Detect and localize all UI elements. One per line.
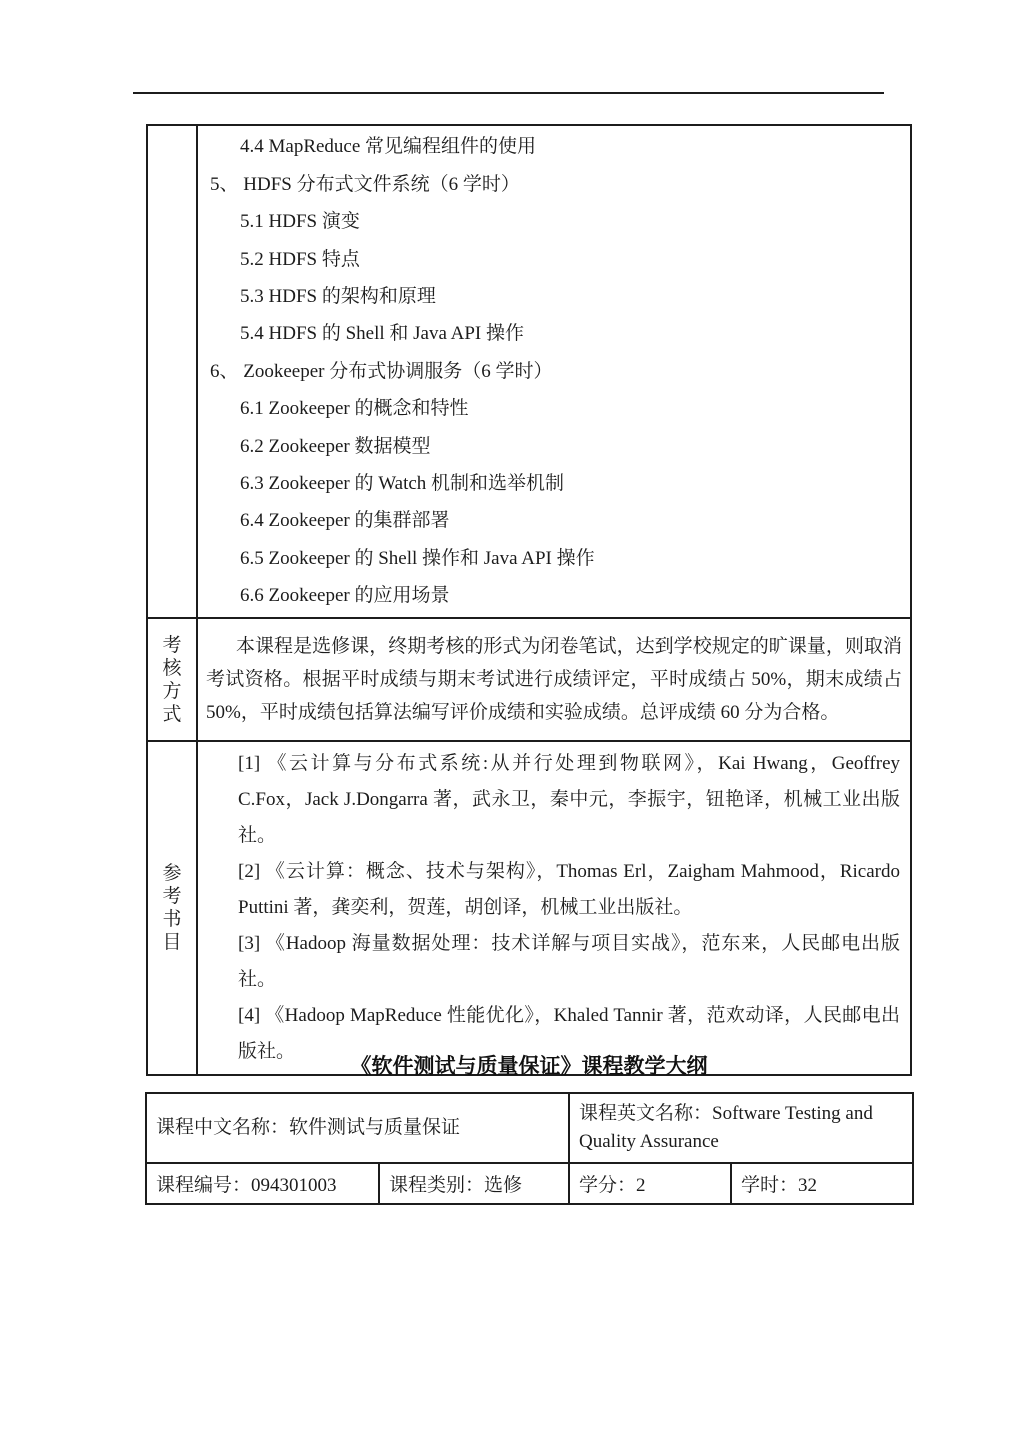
next-course-title: 《软件测试与质量保证》课程教学大纲 (350, 1054, 708, 1078)
outline-line: 5.3 HDFS 的架构和原理 (240, 285, 436, 307)
reference-item: [1] 《云计算与分布式系统:从并行处理到物联网》，Kai Hwang，Geoffrey C.Fox，Jack J.Dongarra 著，武永卫，秦中元，李振宇，钮艳译，机械工业出版社。 (238, 753, 900, 846)
references-row (147, 741, 911, 1075)
outline-line: 5.4 HDFS 的 Shell 和 Java API 操作 (240, 323, 524, 345)
outline-row (147, 125, 911, 618)
outline-line: 5.1 HDFS 演变 (240, 211, 360, 233)
course-code-cell: 课程编号：094301003 (146, 1163, 379, 1204)
outline-line: 6.3 Zookeeper 的 Watch 机制和选举机制 (240, 473, 565, 495)
credits-cell: 学分：2 (569, 1163, 731, 1204)
assessment-label: 考核方式 (162, 634, 182, 725)
references-label-cell (147, 741, 197, 1075)
reference-item: [2] 《云计算：概念、技术与架构》，Thomas Erl，Zaigham Mahmood，Ricardo Puttini 著，龚奕利，贺莲，胡创译，机械工业出版社。 (238, 861, 900, 918)
hours-cell: 学时：32 (731, 1163, 913, 1204)
outline-line: 5.2 HDFS 特点 (240, 248, 360, 270)
outline-line: 5、 HDFS 分布式文件系统（6 学时） (210, 173, 520, 195)
cn-name-cell: 课程中文名称：软件测试与质量保证 (146, 1093, 569, 1163)
assessment-row (147, 618, 911, 741)
course-meta-row (146, 1163, 913, 1204)
outline-line: 6、 Zookeeper 分布式协调服务（6 学时） (210, 360, 553, 382)
course-outline-table (146, 124, 912, 1076)
reference-item: [3] 《Hadoop 海量数据处理：技术详解与项目实战》，范东来，人民邮电出版社。 (238, 933, 900, 990)
references-list (238, 746, 900, 1070)
course-type-cell: 课程类别：选修 (379, 1163, 569, 1204)
outline-line: 6.4 Zookeeper 的集群部署 (240, 510, 450, 532)
references-content-cell (197, 741, 911, 1075)
header-rule (133, 92, 884, 94)
course-info-table (145, 1092, 914, 1205)
outline-line: 4.4 MapReduce 常见编程组件的使用 (240, 136, 537, 158)
reference-item: [4] 《Hadoop MapReduce 性能优化》，Khaled Tannir 著，范欢动译，人民邮电出版社。 (238, 1005, 900, 1062)
outline-line: 6.6 Zookeeper 的应用场景 (240, 585, 450, 607)
outline-line: 6.1 Zookeeper 的概念和特性 (240, 398, 469, 420)
assessment-content-cell (197, 618, 911, 741)
assessment-text: 本课程是选修课，终期考核的形式为闭卷笔试，达到学校规定的旷课量，则取消考试资格。根据平时成绩与期末考试进行成绩评定，平时成绩占 50%，期末成绩占 50%，平时成绩包括算法编写评价成绩和实验成绩。总评成绩 60 分为合格。 (206, 636, 902, 723)
en-name-cell: 课程英文名称：Software Testing and Quality Assurance (569, 1093, 913, 1163)
assessment-label-cell (147, 618, 197, 741)
outline-content-cell (197, 125, 911, 618)
outline-label-cell (147, 125, 197, 618)
outline-list (204, 128, 904, 614)
course-name-row (146, 1093, 913, 1163)
outline-line: 6.5 Zookeeper 的 Shell 操作和 Java API 操作 (240, 547, 595, 569)
outline-line: 6.2 Zookeeper 数据模型 (240, 435, 431, 457)
references-label: 参考书目 (162, 863, 182, 953)
